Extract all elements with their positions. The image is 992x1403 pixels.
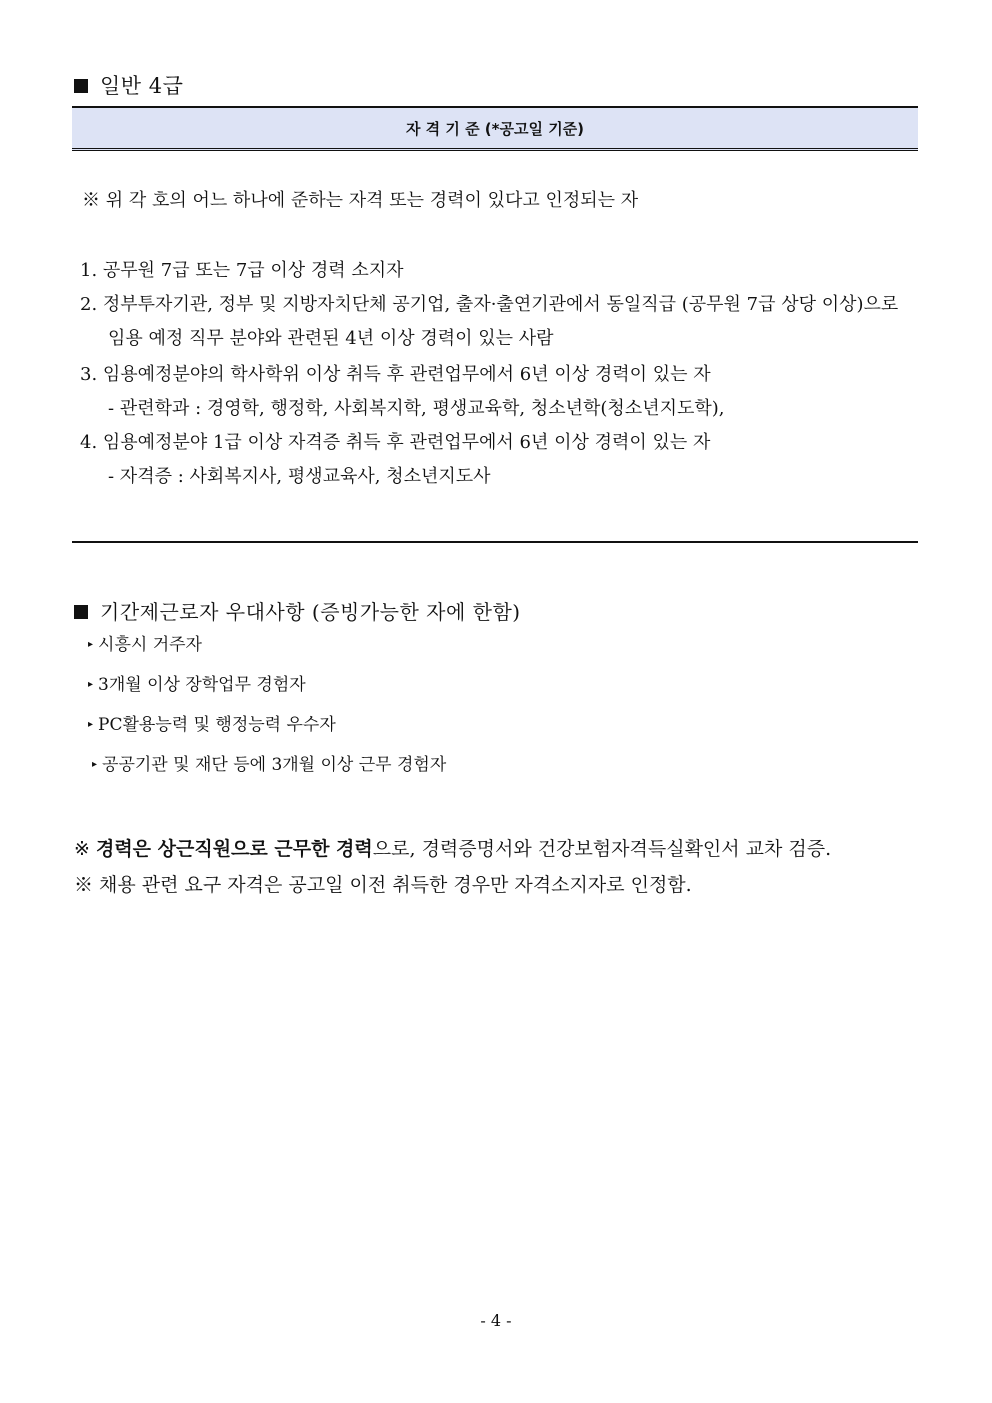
preference-text: PC활용능력 및 행정능력 우수자 [98,715,336,735]
preference-item [88,710,336,735]
section-heading-general-grade4 [74,70,183,100]
criteria-item-3: 3. 임용예정분야의 학사학위 이상 취득 후 관련업무에서 6년 이상 경력이 있는 자 [80,364,711,385]
square-bullet-icon [74,79,88,93]
preference-item [88,630,202,655]
criteria-item-2: 2. 정부투자기관, 정부 및 지방자치단체 공기업, 출자·출연기관에서 동일직급 (공무원 7급 상당 이상)으로 [80,294,899,315]
preference-item [88,670,306,695]
section-heading-preferences [74,596,521,625]
intro-note: ※ 위 각 호의 어느 하나에 준하는 자격 또는 경력이 있다고 인정되는 자 [82,190,639,211]
qualification-note: ※ 채용 관련 요구 자격은 공고일 이전 취득한 경우만 자격소지자로 인정함. [74,874,692,896]
triangle-bullet-icon: ▸ [88,639,94,650]
note-emphasis: 경력은 상근직원으로 근무한 경력 [95,838,373,860]
section-divider [72,541,918,543]
preference-text: 공공기관 및 재단 등에 3개월 이상 근무 경험자 [102,755,447,775]
career-note [74,834,831,861]
note-mark: ※ [74,838,90,860]
criteria-item-4: 4. 임용예정분야 1급 이상 자격증 취득 후 관련업무에서 6년 이상 경력이 있는 자 [80,432,711,453]
criteria-header [72,106,918,151]
note-text: 으로, 경력증명서와 건강보험자격득실확인서 교차 검증. [372,838,832,860]
criteria-header-text: 자 격 기 준 (*공고일 기준) [405,119,585,138]
section-title: 일반 4급 [100,74,184,98]
preference-item [92,750,446,775]
triangle-bullet-icon: ▸ [88,719,94,730]
criteria-item-4-detail: - 자격증 : 사회복지사, 평생교육사, 청소년지도사 [108,466,491,487]
triangle-bullet-icon: ▸ [92,759,98,770]
preference-text: 시흥시 거주자 [98,635,202,655]
triangle-bullet-icon: ▸ [88,679,94,690]
criteria-item-3-detail: - 관련학과 : 경영학, 행정학, 사회복지학, 평생교육학, 청소년학(청소년지도학), [108,398,725,419]
criteria-item-1: 1. 공무원 7급 또는 7급 이상 경력 소지자 [80,260,404,281]
square-bullet-icon [74,605,88,619]
page-number: - 4 - [480,1311,512,1330]
section-title: 기간제근로자 우대사항 (증빙가능한 자에 한함) [100,600,521,624]
criteria-item-2-cont: 임용 예정 직무 분야와 관련된 4년 이상 경력이 있는 사람 [108,328,554,349]
preference-text: 3개월 이상 장학업무 경험자 [98,675,306,695]
